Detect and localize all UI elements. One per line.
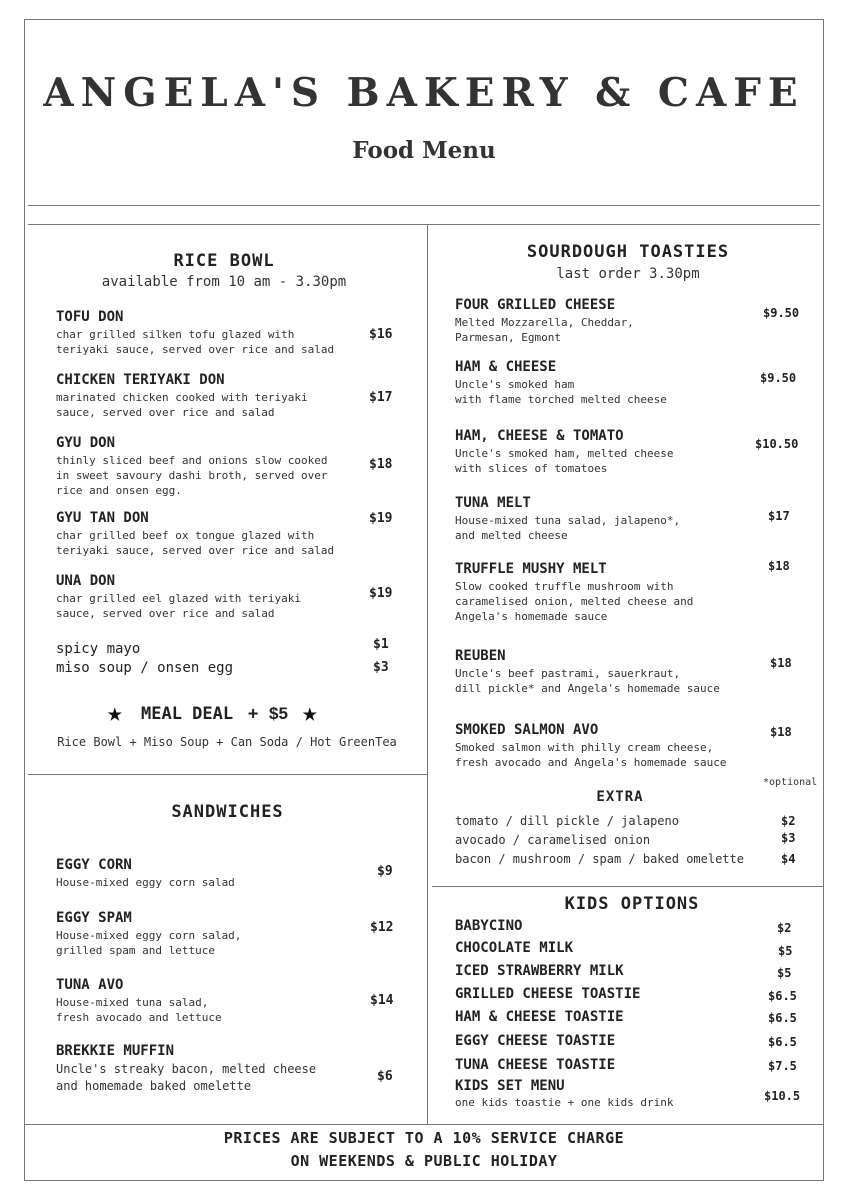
item-description: Smoked salmon with philly cream cheese, fresh avocado and Angela's homemade sauce — [455, 741, 727, 769]
item-description: House-mixed eggy corn salad — [56, 876, 235, 889]
item-price: $17 — [369, 390, 393, 405]
optional-note: *optional — [763, 777, 818, 788]
kids-item-price: $6.5 — [768, 1011, 797, 1025]
item-price: $9.50 — [760, 371, 797, 385]
meal-deal-plus: + — [248, 704, 259, 724]
divider — [28, 774, 427, 775]
item-name: TUNA AVO — [56, 977, 124, 993]
kids-item-name: GRILLED CHEESE TOASTIE — [455, 986, 641, 1002]
item-price: $10.50 — [755, 437, 799, 451]
item-name: HAM & CHEESE — [455, 359, 557, 375]
item-name: GYU DON — [56, 435, 116, 451]
item-name: TOFU DON — [56, 309, 124, 325]
item-description: char grilled eel glazed with teriyaki sauce, served over rice and salad — [56, 592, 302, 620]
addon-price: $1 — [373, 637, 389, 652]
menu-item — [56, 1043, 316, 1095]
divider — [432, 886, 824, 887]
item-name: GYU TAN DON — [56, 510, 149, 526]
item-price: $18 — [768, 559, 790, 573]
item-name: UNA DON — [56, 573, 116, 589]
rice-bowl-subtitle: available from 10 am - 3.30pm — [101, 274, 347, 290]
meal-deal-price: $5 — [269, 704, 288, 723]
item-price: $9 — [377, 864, 393, 879]
extra-price: $3 — [781, 831, 796, 845]
extra-title: EXTRA — [596, 789, 644, 805]
menu-item — [56, 573, 301, 621]
menu-item — [455, 359, 667, 407]
item-name: REUBEN — [455, 648, 506, 664]
divider — [427, 224, 428, 1124]
extra-price: $2 — [781, 814, 796, 828]
kids-item-description: one kids toastie + one kids drink — [455, 1096, 674, 1109]
kids-item-name: ICED STRAWBERRY MILK — [455, 963, 624, 979]
menu-item — [56, 977, 222, 1025]
item-price: $18 — [369, 457, 393, 472]
extra-price: $4 — [781, 852, 796, 866]
item-description: Uncle's beef pastrami, sauerkraut, dill pickle* and Angela's homemade sauce — [455, 667, 720, 695]
menu-item — [56, 435, 328, 498]
menu-item — [56, 910, 241, 958]
item-price: $9.50 — [763, 306, 800, 320]
kids-item-price: $7.5 — [768, 1059, 797, 1073]
kids-item-name: BABYCINO — [455, 918, 523, 934]
item-name: EGGY SPAM — [56, 910, 132, 926]
toasties-subtitle: last order 3.30pm — [556, 266, 700, 282]
item-description: Melted Mozzarella, Cheddar, Parmesan, Egmont — [455, 316, 634, 344]
addon-price: $3 — [373, 660, 389, 675]
kids-item-name: HAM & CHEESE TOASTIE — [455, 1009, 624, 1025]
item-name: HAM, CHEESE & TOMATO — [455, 428, 624, 444]
kids-item-price: $5 — [778, 944, 793, 958]
menu-item — [56, 510, 334, 558]
divider — [28, 205, 820, 206]
item-price: $18 — [770, 725, 792, 739]
item-price: $17 — [768, 509, 790, 523]
meal-deal-description: Rice Bowl + Miso Soup + Can Soda / Hot GreenTea — [57, 735, 397, 749]
item-description: thinly sliced beef and onions slow cooked in sweet savoury dashi broth, served over rice and onsen egg. — [56, 454, 328, 497]
kids-item-name: EGGY CHEESE TOASTIE — [455, 1033, 616, 1049]
kids-item-price: $5 — [777, 966, 792, 980]
item-name: TRUFFLE MUSHY MELT — [455, 561, 607, 577]
kids-item-price: $2 — [777, 921, 792, 935]
item-price: $12 — [370, 920, 394, 935]
menu-item — [56, 309, 334, 357]
service-charge-notice — [24, 1127, 824, 1173]
addon-name: spicy mayo — [56, 641, 141, 657]
kids-item-price: $6.5 — [768, 989, 797, 1003]
star-icon: ★ — [302, 698, 318, 728]
item-price: $14 — [370, 993, 394, 1008]
rice-bowl-title: RICE BOWL — [173, 251, 275, 271]
item-price: $6 — [377, 1069, 393, 1084]
notice-line: PRICES ARE SUBJECT TO A 10% SERVICE CHARGE — [223, 1129, 625, 1147]
item-description: char grilled beef ox tongue glazed with teriyaki sauce, served over rice and salad — [56, 529, 335, 557]
meal-deal-label: MEAL DEAL — [141, 704, 234, 724]
item-price: $19 — [369, 586, 393, 601]
item-price: $16 — [369, 327, 393, 342]
item-description: House-mixed tuna salad, fresh avocado and lettuce — [56, 996, 222, 1024]
star-icon: ★ — [107, 698, 123, 728]
item-description: Uncle's smoked ham, melted cheese with slices of tomatoes — [455, 447, 674, 475]
addon-name: miso soup / onsen egg — [56, 660, 234, 676]
kids-item-price: $10.5 — [764, 1089, 801, 1103]
kids-item-name: TUNA CHEESE TOASTIE — [455, 1057, 616, 1073]
menu-item — [455, 561, 693, 624]
extra-name: avocado / caramelised onion — [455, 833, 651, 847]
item-description: Uncle's streaky bacon, melted cheese and homemade baked omelette — [56, 1062, 317, 1093]
item-name: EGGY CORN — [56, 857, 132, 873]
kids-title: KIDS OPTIONS — [564, 894, 700, 914]
brand-title: ANGELA'S BAKERY & CAFE — [43, 70, 805, 116]
item-name: SMOKED SALMON AVO — [455, 722, 599, 738]
item-name: FOUR GRILLED CHEESE — [455, 297, 616, 313]
item-name: TUNA MELT — [455, 495, 531, 511]
menu-item — [56, 857, 235, 890]
item-price: $19 — [369, 511, 393, 526]
menu-item — [455, 722, 727, 770]
item-name: CHICKEN TERIYAKI DON — [56, 372, 225, 388]
item-price: $18 — [770, 656, 792, 670]
extra-name: tomato / dill pickle / jalapeno — [455, 814, 679, 828]
item-description: House-mixed tuna salad, jalapeno*, and melted cheese — [455, 514, 681, 542]
toasties-title: SOURDOUGH TOASTIES — [526, 242, 730, 262]
menu-item — [56, 372, 308, 420]
divider — [28, 224, 820, 225]
extra-name: bacon / mushroom / spam / baked omelette — [455, 852, 744, 866]
menu-item — [455, 495, 680, 543]
menu-item — [455, 297, 634, 345]
item-description: Uncle's smoked ham with flame torched melted cheese — [455, 378, 667, 406]
sandwiches-title: SANDWICHES — [171, 802, 284, 822]
item-description: marinated chicken cooked with teriyaki sauce, served over rice and salad — [56, 391, 308, 419]
item-description: House-mixed eggy corn salad, grilled spam and lettuce — [56, 929, 242, 957]
item-description: Slow cooked truffle mushroom with caramelised onion, melted cheese and Angela's homemade sauce — [455, 580, 694, 623]
menu-item — [455, 648, 720, 696]
kids-item-price: $6.5 — [768, 1035, 797, 1049]
notice-line: ON WEEKENDS & PUBLIC HOLIDAY — [290, 1152, 558, 1170]
kids-item-name: CHOCOLATE MILK — [455, 940, 574, 956]
item-description: char grilled silken tofu glazed with teriyaki sauce, served over rice and salad — [56, 328, 335, 356]
page-title: Food Menu — [352, 137, 496, 164]
kids-item-name: KIDS SET MENU — [455, 1078, 565, 1094]
item-name: BREKKIE MUFFIN — [56, 1043, 175, 1059]
menu-item — [455, 428, 674, 476]
divider — [24, 1124, 824, 1125]
